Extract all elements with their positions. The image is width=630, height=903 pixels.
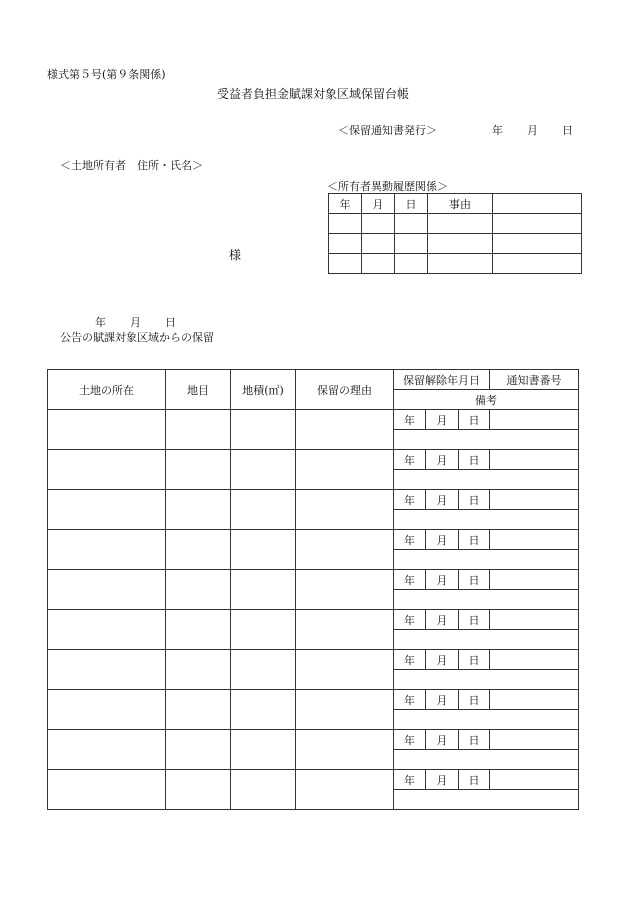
table-row (48, 610, 579, 630)
notice-number-cell[interactable] (490, 690, 579, 710)
release-month-cell[interactable]: 月 (426, 690, 459, 710)
table-row (48, 530, 579, 550)
notice-number-cell[interactable] (490, 450, 579, 470)
release-year-cell[interactable]: 年 (394, 610, 426, 630)
history-cell[interactable] (428, 214, 493, 234)
release-year-cell[interactable]: 年 (394, 490, 426, 510)
release-month-cell[interactable]: 月 (426, 530, 459, 550)
history-row (329, 254, 582, 274)
history-cell[interactable] (362, 214, 395, 234)
release-day-cell[interactable]: 日 (459, 530, 490, 550)
header-release-date: 保留解除年月日 (394, 370, 490, 390)
header-location: 土地の所在 (48, 370, 166, 410)
area-cell[interactable] (231, 530, 296, 570)
release-month-cell[interactable]: 月 (426, 450, 459, 470)
reason-cell[interactable] (296, 770, 394, 810)
location-cell[interactable] (48, 690, 166, 730)
release-month-cell[interactable]: 月 (426, 410, 459, 430)
location-cell[interactable] (48, 450, 166, 490)
history-row (329, 234, 582, 254)
area-cell[interactable] (231, 410, 296, 450)
owner-honorific: 様 (229, 248, 242, 262)
reason-cell[interactable] (296, 490, 394, 530)
release-day-cell[interactable]: 日 (459, 490, 490, 510)
issue-notice-label: ＜保留通知書発行＞ (338, 124, 437, 137)
announcement-text: 公告の賦課対象区域からの保留 (60, 331, 214, 344)
land-category-cell[interactable] (166, 730, 231, 770)
land-category-cell[interactable] (166, 570, 231, 610)
reason-cell[interactable] (296, 690, 394, 730)
history-cell[interactable] (493, 254, 582, 274)
location-cell[interactable] (48, 650, 166, 690)
area-cell[interactable] (231, 690, 296, 730)
land-category-cell[interactable] (166, 610, 231, 650)
history-header-cell: 年 (329, 194, 362, 214)
history-cell[interactable] (493, 234, 582, 254)
reason-cell[interactable] (296, 730, 394, 770)
header-remarks: 備考 (394, 390, 579, 410)
header-notice-number: 通知書番号 (490, 370, 579, 390)
area-cell[interactable] (231, 570, 296, 610)
announcement-month: 月 (130, 316, 141, 329)
issue-notice-month: 月 (527, 124, 538, 137)
remarks-cell[interactable] (394, 670, 579, 690)
location-cell[interactable] (48, 770, 166, 810)
notice-number-cell[interactable] (490, 570, 579, 590)
header-area: 地積(㎡) (231, 370, 296, 410)
history-cell[interactable] (428, 254, 493, 274)
location-cell[interactable] (48, 410, 166, 450)
release-year-cell[interactable]: 年 (394, 530, 426, 550)
location-cell[interactable] (48, 490, 166, 530)
remarks-cell[interactable] (394, 430, 579, 450)
release-month-cell[interactable]: 月 (426, 730, 459, 750)
release-year-cell[interactable]: 年 (394, 730, 426, 750)
release-month-cell[interactable]: 月 (426, 610, 459, 630)
land-category-cell[interactable] (166, 450, 231, 490)
release-day-cell[interactable]: 日 (459, 690, 490, 710)
history-cell[interactable] (428, 234, 493, 254)
table-row (48, 490, 579, 510)
history-header-cell: 事由 (428, 194, 493, 214)
area-cell[interactable] (231, 610, 296, 650)
history-cell[interactable] (395, 214, 428, 234)
release-month-cell[interactable]: 月 (426, 570, 459, 590)
remarks-cell[interactable] (394, 550, 579, 570)
reason-cell[interactable] (296, 450, 394, 490)
release-month-cell[interactable]: 月 (426, 770, 459, 790)
notice-number-cell[interactable] (490, 770, 579, 790)
table-row (48, 730, 579, 750)
reason-cell[interactable] (296, 530, 394, 570)
issue-notice-year: 年 (492, 124, 503, 137)
owner-history-table (328, 193, 582, 274)
issue-notice-day: 日 (562, 124, 573, 137)
history-cell[interactable] (362, 254, 395, 274)
notice-number-cell[interactable] (490, 530, 579, 550)
history-cell[interactable] (395, 254, 428, 274)
release-year-cell[interactable]: 年 (394, 650, 426, 670)
release-year-cell[interactable]: 年 (394, 450, 426, 470)
area-cell[interactable] (231, 490, 296, 530)
header-land-category: 地目 (166, 370, 231, 410)
release-year-cell[interactable]: 年 (394, 410, 426, 430)
announcement-year: 年 (95, 316, 106, 329)
history-label: ＜所有者異動履歴関係＞ (327, 180, 448, 193)
history-cell[interactable] (362, 234, 395, 254)
land-category-cell[interactable] (166, 530, 231, 570)
land-category-cell[interactable] (166, 410, 231, 450)
notice-number-cell[interactable] (490, 650, 579, 670)
land-category-cell[interactable] (166, 490, 231, 530)
table-row (48, 570, 579, 590)
table-row (48, 410, 579, 430)
release-day-cell[interactable]: 日 (459, 650, 490, 670)
remarks-cell[interactable] (394, 630, 579, 650)
notice-number-cell[interactable] (490, 730, 579, 750)
area-cell[interactable] (231, 650, 296, 690)
release-day-cell[interactable]: 日 (459, 410, 490, 430)
history-header-cell: 月 (362, 194, 395, 214)
history-cell[interactable] (329, 254, 362, 274)
notice-number-cell[interactable] (490, 410, 579, 430)
notice-number-cell[interactable] (490, 490, 579, 510)
table-row (48, 770, 579, 790)
history-cell[interactable] (493, 214, 582, 234)
table-row (48, 450, 579, 470)
history-header-row (329, 194, 582, 214)
table-row (48, 650, 579, 670)
location-cell[interactable] (48, 610, 166, 650)
release-year-cell[interactable]: 年 (394, 690, 426, 710)
reason-cell[interactable] (296, 410, 394, 450)
location-cell[interactable] (48, 570, 166, 610)
release-day-cell[interactable]: 日 (459, 570, 490, 590)
owner-label: ＜土地所有者 住所・氏名＞ (60, 159, 203, 172)
reason-cell[interactable] (296, 570, 394, 610)
area-cell[interactable] (231, 730, 296, 770)
history-cell[interactable] (329, 214, 362, 234)
remarks-cell[interactable] (394, 750, 579, 770)
announcement-day: 日 (165, 316, 176, 329)
reason-cell[interactable] (296, 610, 394, 650)
remarks-cell[interactable] (394, 470, 579, 490)
remarks-cell[interactable] (394, 710, 579, 730)
release-day-cell[interactable]: 日 (459, 770, 490, 790)
release-year-cell[interactable]: 年 (394, 770, 426, 790)
release-month-cell[interactable]: 月 (426, 490, 459, 510)
land-category-cell[interactable] (166, 770, 231, 810)
remarks-cell[interactable] (394, 510, 579, 530)
reservation-ledger-table (47, 369, 579, 810)
history-header-cell (493, 194, 582, 214)
history-cell[interactable] (329, 234, 362, 254)
remarks-cell[interactable] (394, 590, 579, 610)
history-header-cell: 日 (395, 194, 428, 214)
release-day-cell[interactable]: 日 (459, 730, 490, 750)
location-cell[interactable] (48, 730, 166, 770)
history-row (329, 214, 582, 234)
area-cell[interactable] (231, 450, 296, 490)
land-category-cell[interactable] (166, 690, 231, 730)
remarks-cell[interactable] (394, 790, 579, 810)
area-cell[interactable] (231, 770, 296, 810)
header-reason: 保留の理由 (296, 370, 394, 410)
release-day-cell[interactable]: 日 (459, 450, 490, 470)
reason-cell[interactable] (296, 650, 394, 690)
notice-number-cell[interactable] (490, 610, 579, 630)
form-number: 様式第５号(第９条関係) (47, 68, 166, 81)
land-category-cell[interactable] (166, 650, 231, 690)
release-month-cell[interactable]: 月 (426, 650, 459, 670)
location-cell[interactable] (48, 530, 166, 570)
page-title: 受益者負担金賦課対象区域保留台帳 (217, 87, 410, 101)
table-row (48, 690, 579, 710)
release-year-cell[interactable]: 年 (394, 570, 426, 590)
release-day-cell[interactable]: 日 (459, 610, 490, 630)
history-cell[interactable] (395, 234, 428, 254)
